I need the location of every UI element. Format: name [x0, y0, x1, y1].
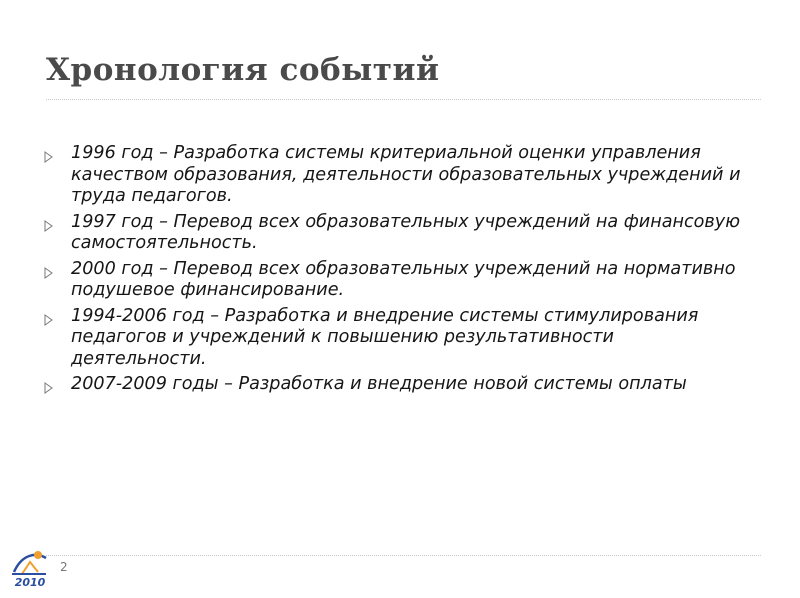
- bullet-list: [42, 143, 752, 400]
- title-divider: [46, 99, 761, 100]
- list-item: [42, 143, 752, 208]
- footer-divider: [46, 555, 761, 556]
- triangle-bullet-icon: [44, 148, 53, 170]
- triangle-bullet-icon: [44, 379, 53, 401]
- triangle-bullet-icon: [44, 264, 53, 286]
- page-number: 2: [60, 560, 68, 574]
- list-item: [42, 212, 752, 255]
- list-item: [42, 259, 752, 302]
- bullet-text: 1997 год – Перевод всех образовательных учреждений на финансовую самостоятельность.: [71, 211, 741, 253]
- bullet-text: 1994-2006 год – Разработка и внедрение системы стимулирования педагогов и учреждений к повышению результативности деятельности.: [71, 305, 699, 369]
- list-item: [42, 306, 752, 371]
- logo-year: 2010: [14, 576, 46, 589]
- bullet-text: 1996 год – Разработка системы критериальной оценки управления качеством образования, деятельности образовательных учреждений и труда педагогов.: [71, 143, 741, 206]
- teacher-of-the-year-logo-icon: [8, 548, 52, 592]
- bullet-text: 2000 год – Перевод всех образовательных учреждений на нормативно подушевое финансирование.: [71, 258, 736, 300]
- list-item: [42, 374, 752, 396]
- bullet-text: 2007-2009 годы – Разработка и внедрение новой системы оплаты: [71, 374, 687, 394]
- triangle-bullet-icon: [44, 311, 53, 333]
- triangle-bullet-icon: [44, 217, 53, 239]
- slide-title: Хронология событий: [46, 52, 440, 88]
